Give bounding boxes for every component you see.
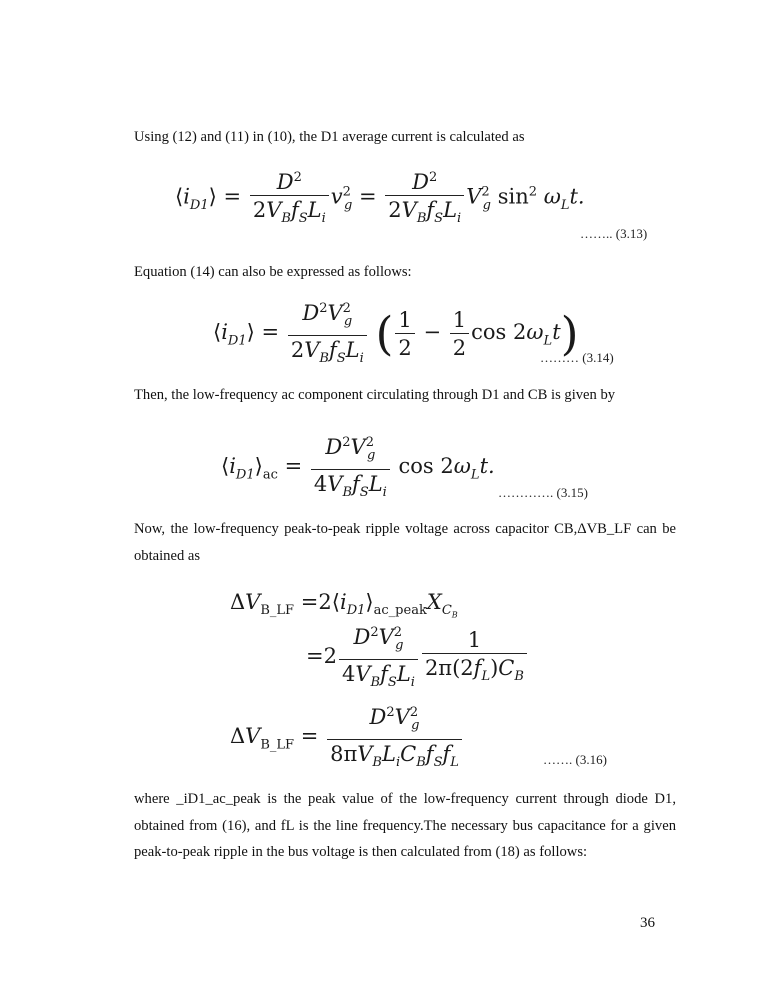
page-number: 36 <box>640 915 655 931</box>
fraction: $\frac{D^2V^2_g}{8\pi V_BL_iC_Bf_Sf_L}$ <box>327 700 462 775</box>
equation-3-16-line2: =2 $\frac{D^2V^2_g}{4V_Bf_SL_i}$ $\frac{1}{2\pi(2f_L)C_B}$ <box>306 620 529 695</box>
fraction: $\frac{1}{2\pi(2f_L)C_B}$ <box>422 627 527 689</box>
fraction: $\frac{D^2}{2V_Bf_SL_i}$ <box>250 165 329 231</box>
paragraph-text: Then, the low-frequency ac component circulating through D1 and CB is given by <box>134 387 616 403</box>
equation-3-13: $⟨i_{D1}⟩$ = $\frac{D^2}{2V_Bf_SL_i}$ $v^2_g$ = $\frac{D^2}{2V_Bf_SL_i}$ $V^2_g$ $\sin^2 \omega_Lt$. <box>175 165 585 231</box>
equation-3-16-line3: $\Delta V_{B\_LF}$ = $\frac{D^2V^2_g}{8\pi V_BL_iC_Bf_Sf_L}$ <box>230 700 464 775</box>
fraction: $\frac{D^2V^2_g}{4V_Bf_SL_i}$ <box>311 430 390 505</box>
paragraph-text: Now, the low-frequency peak-to-peak ripple voltage across capacitor CB,ΔVB_LF can be obtained as <box>134 521 676 564</box>
paragraph-text: Equation (14) can also be expressed as follows: <box>134 264 412 280</box>
fraction: $\frac{1}{2}$ <box>450 307 469 360</box>
paragraph-text: where _iD1_ac_peak is the peak value of the low-frequency current through diode D1, obtained from (16), and fL is the line frequency.The necessary bus capacitance for a given peak-to-peak ripple in the bus voltage is then calculated from (18) as follows: <box>134 791 676 860</box>
equation-number: ……. (3.16) <box>543 752 607 767</box>
paragraph-intro: Using (12) and (11) in (10), the D1 average current is calculated as <box>134 129 525 145</box>
fraction: $\frac{D^2V^2_g}{4V_Bf_SL_i}$ <box>339 620 418 695</box>
equation-number: …………. (3.15) <box>498 485 588 500</box>
equation-number: ……… (3.14) <box>540 350 614 365</box>
equation-3-15: $⟨i_{D1}⟩_{ac}$ = $\frac{D^2V^2_g}{4V_Bf_SL_i}$ $\cos 2\omega_Lt$. <box>221 430 495 505</box>
equation-3-16-line1: $\Delta V_{B\_LF}$ $=2⟨i_{D1}⟩_{ac\_peak}X_{C_B}$ <box>230 590 458 620</box>
fraction: $\frac{1}{2}$ <box>395 307 414 360</box>
fraction: $\frac{D^2}{2V_Bf_SL_i}$ <box>385 165 464 231</box>
fraction: $\frac{D^2V^2_g}{2V_Bf_SL_i}$ <box>288 296 367 371</box>
equation-3-14: $⟨i_{D1}⟩$ = $\frac{D^2V^2_g}{2V_Bf_SL_i}$ ( $\frac{1}{2}$ − $\frac{1}{2}$ $\cos 2\omega_Lt$) <box>213 296 579 371</box>
equation-number: …….. (3.13) <box>580 226 648 241</box>
